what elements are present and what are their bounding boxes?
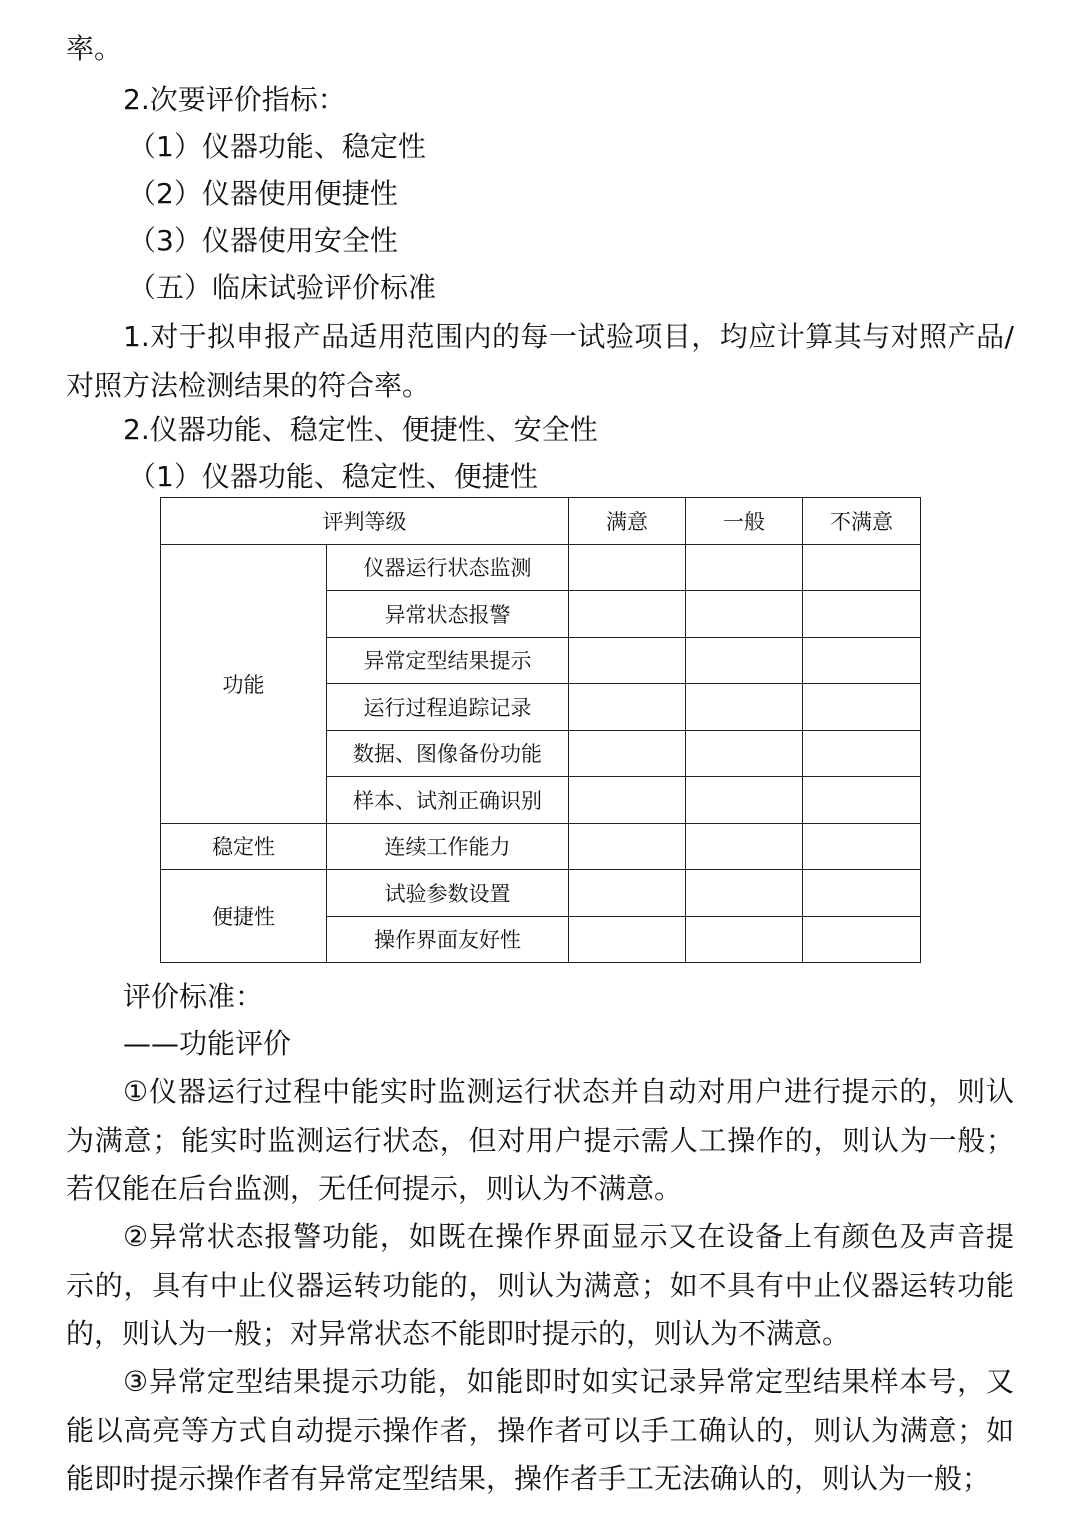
item-cell: 连续工作能力 bbox=[327, 823, 569, 870]
empty-cell bbox=[803, 870, 921, 917]
empty-cell bbox=[803, 684, 921, 731]
empty-cell bbox=[569, 591, 686, 638]
empty-cell bbox=[803, 544, 921, 591]
item-cell: 仪器运行状态监测 bbox=[327, 544, 569, 591]
empty-cell bbox=[686, 544, 803, 591]
list-item: （3）仪器使用安全性 bbox=[128, 224, 398, 257]
item-cell: 异常状态报警 bbox=[327, 591, 569, 638]
empty-cell bbox=[686, 916, 803, 963]
empty-cell bbox=[569, 916, 686, 963]
table-row bbox=[161, 823, 921, 870]
group-convenience: 便捷性 bbox=[161, 870, 327, 963]
list-item: （1）仪器功能、稳定性 bbox=[128, 130, 426, 163]
empty-cell bbox=[803, 823, 921, 870]
empty-cell bbox=[686, 823, 803, 870]
section-heading: 2.仪器功能、稳定性、便捷性、安全性 bbox=[123, 413, 598, 446]
item-cell: 运行过程追踪记录 bbox=[327, 684, 569, 731]
empty-cell bbox=[569, 777, 686, 824]
paragraph: 1.对于拟申报产品适用范围内的每一试验项目，均应计算其与对照产品/对照方法检测结果的符合率。 bbox=[66, 320, 1014, 402]
criteria-subheading: ——功能评价 bbox=[123, 1027, 292, 1060]
empty-cell bbox=[686, 684, 803, 731]
header-grade: 评判等级 bbox=[161, 498, 569, 545]
group-stability: 稳定性 bbox=[161, 823, 327, 870]
item-cell: 试验参数设置 bbox=[327, 870, 569, 917]
header-average: 一般 bbox=[686, 498, 803, 545]
empty-cell bbox=[569, 870, 686, 917]
empty-cell bbox=[686, 777, 803, 824]
table-row bbox=[161, 544, 921, 591]
empty-cell bbox=[569, 730, 686, 777]
empty-cell bbox=[803, 916, 921, 963]
empty-cell bbox=[569, 684, 686, 731]
text-line: 率。 bbox=[66, 32, 123, 65]
paragraph: ②异常状态报警功能，如既在操作界面显示又在设备上有颜色及声音提示的，具有中止仪器运转功能的，则认为满意；如不具有中止仪器运转功能的，则认为一般；对异常状态不能即时提示的，则认为不满意。 bbox=[66, 1220, 1014, 1350]
paragraph: ①仪器运行过程中能实时监测运行状态并自动对用户进行提示的，则认为满意；能实时监测运行状态，但对用户提示需人工操作的，则认为一般；若仅能在后台监测，无任何提示，则认为不满意。 bbox=[66, 1075, 1014, 1205]
empty-cell bbox=[569, 823, 686, 870]
empty-cell bbox=[686, 637, 803, 684]
item-cell: 样本、试剂正确识别 bbox=[327, 777, 569, 824]
header-satisfied: 满意 bbox=[569, 498, 686, 545]
paragraph: ③异常定型结果提示功能，如能即时如实记录异常定型结果样本号，又能以高亮等方式自动提示操作者，操作者可以手工确认的，则认为满意；如能即时提示操作者有异常定型结果，操作者手工无法确认的，则认为一般； bbox=[66, 1365, 1014, 1495]
table-caption: （1）仪器功能、稳定性、便捷性 bbox=[128, 460, 538, 493]
empty-cell bbox=[686, 870, 803, 917]
empty-cell bbox=[686, 730, 803, 777]
table-row bbox=[161, 870, 921, 917]
empty-cell bbox=[569, 544, 686, 591]
empty-cell bbox=[569, 637, 686, 684]
criteria-heading: 评价标准： bbox=[123, 980, 264, 1013]
empty-cell bbox=[803, 777, 921, 824]
item-cell: 操作界面友好性 bbox=[327, 916, 569, 963]
empty-cell bbox=[803, 637, 921, 684]
section-heading: 2.次要评价指标： bbox=[123, 83, 346, 116]
item-cell: 异常定型结果提示 bbox=[327, 637, 569, 684]
header-unsatisfied: 不满意 bbox=[803, 498, 921, 545]
group-function: 功能 bbox=[161, 544, 327, 823]
section-heading: （五）临床试验评价标准 bbox=[128, 271, 437, 304]
list-item: （2）仪器使用便捷性 bbox=[128, 177, 398, 210]
table-header-row bbox=[161, 498, 921, 545]
empty-cell bbox=[803, 591, 921, 638]
item-cell: 数据、图像备份功能 bbox=[327, 730, 569, 777]
empty-cell bbox=[686, 591, 803, 638]
empty-cell bbox=[803, 730, 921, 777]
evaluation-table bbox=[160, 497, 921, 963]
